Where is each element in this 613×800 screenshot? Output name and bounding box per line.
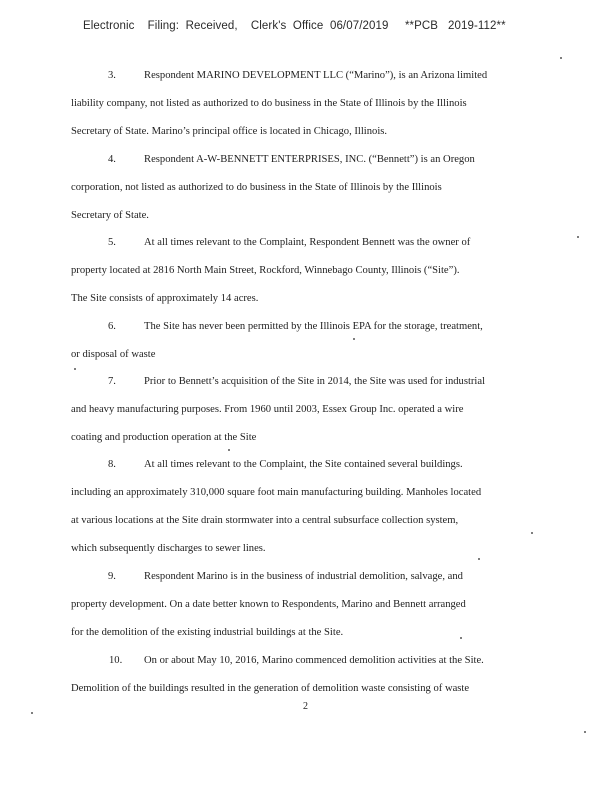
paragraph-line: property development. On a date better known to Respondents, Marino and Bennett arranged: [71, 599, 466, 610]
paragraph-number: 7.: [108, 376, 116, 387]
paragraph-line: Respondent A-W-BENNETT ENTERPRISES, INC. (“Bennett”) is an Oregon: [144, 154, 475, 165]
scan-speck: [353, 338, 355, 340]
paragraph-line: Secretary of State. Marino’s principal office is located in Chicago, Illinois.: [71, 126, 388, 137]
paragraph-line: including an approximately 310,000 square foot main manufacturing building. Manholes located: [71, 487, 482, 498]
paragraph-number: 5.: [108, 237, 116, 248]
scan-speck: [560, 57, 562, 59]
paragraph-line: for the demolition of the existing industrial buildings at the Site.: [71, 627, 344, 638]
page-number: 2: [303, 701, 308, 712]
scan-speck: [31, 712, 33, 714]
paragraph-line: coating and production operation at the Site: [71, 432, 257, 443]
paragraph-line: at various locations at the Site drain stormwater into a central subsurface collection system,: [71, 515, 459, 526]
scan-speck: [478, 558, 480, 560]
paragraph-number: 6.: [108, 321, 116, 332]
paragraph-line: The Site consists of approximately 14 acres.: [71, 293, 259, 304]
scan-speck: [228, 449, 230, 451]
paragraph-line: At all times relevant to the Complaint, Respondent Bennett was the owner of: [144, 237, 471, 248]
scan-speck: [531, 532, 533, 534]
paragraph-line: On or about May 10, 2016, Marino commenced demolition activities at the Site.: [144, 655, 484, 666]
scan-speck: [584, 731, 586, 733]
paragraph-number: 3.: [108, 70, 116, 81]
paragraph-number: 8.: [108, 459, 116, 470]
paragraph-line: Prior to Bennett’s acquisition of the Site in 2014, the Site was used for industrial: [144, 376, 486, 387]
document-body: [71, 0, 541, 800]
paragraph-line: Respondent Marino is in the business of industrial demolition, salvage, and: [144, 571, 463, 582]
paragraph-line: and heavy manufacturing purposes. From 1960 until 2003, Essex Group Inc. operated a wire: [71, 404, 464, 415]
paragraph-line: which subsequently discharges to sewer lines.: [71, 543, 266, 554]
paragraph-line: Respondent MARINO DEVELOPMENT LLC (“Marino”), is an Arizona limited: [144, 70, 488, 81]
scan-speck: [74, 368, 76, 370]
paragraph-line: property located at 2816 North Main Street, Rockford, Winnebago County, Illinois (“Site”).: [71, 265, 460, 276]
scan-speck: [460, 637, 462, 639]
paragraph-line: Demolition of the buildings resulted in the generation of demolition waste consisting of waste: [71, 683, 470, 694]
paragraph-number: 10.: [109, 655, 123, 666]
paragraph-line: or disposal of waste: [71, 349, 156, 360]
paragraph-line: corporation, not listed as authorized to do business in the State of Illinois by the Illinois: [71, 182, 442, 193]
scan-speck: [577, 236, 579, 238]
paragraph-line: The Site has never been permitted by the Illinois EPA for the storage, treatment,: [144, 321, 483, 332]
paragraph-number: 4.: [108, 154, 116, 165]
paragraph-line: liability company, not listed as authorized to do business in the State of Illinois by the Illinois: [71, 98, 467, 109]
filing-header: Electronic Filing: Received, Clerk's Office 06/07/2019 **PCB 2019-112**: [83, 20, 506, 32]
paragraph-line: Secretary of State.: [71, 210, 149, 221]
paragraph-number: 9.: [108, 571, 116, 582]
paragraph-line: At all times relevant to the Complaint, the Site contained several buildings.: [144, 459, 463, 470]
